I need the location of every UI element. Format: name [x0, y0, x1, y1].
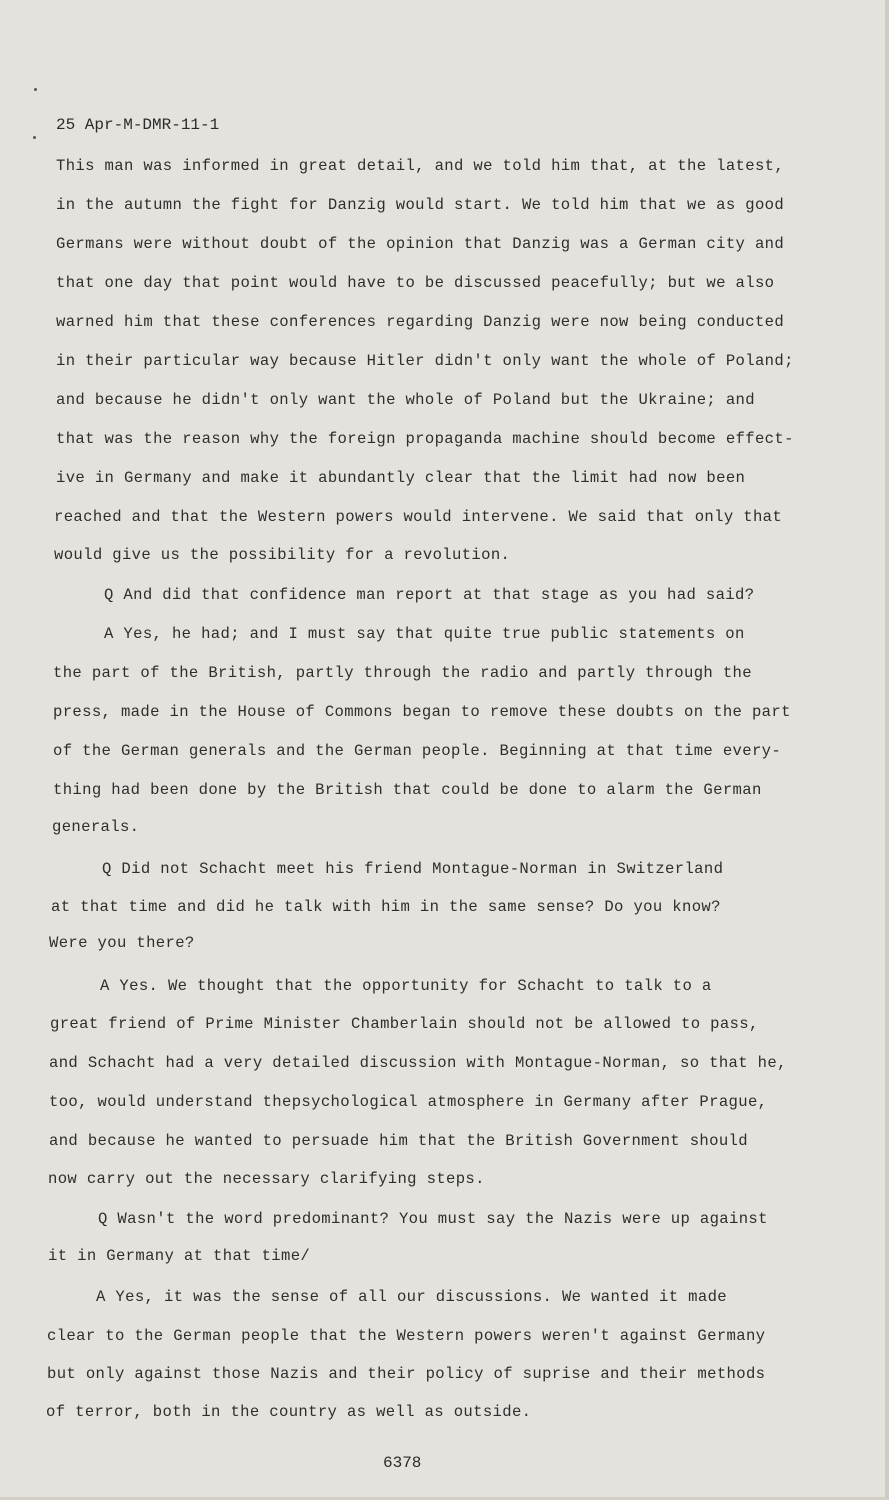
text-line: it in Germany at that time/: [48, 1247, 311, 1265]
text-line: Were you there?: [49, 934, 195, 952]
paper-mark: [34, 88, 37, 91]
question-line: Q And did that confidence man report at that stage as you had said?: [104, 586, 755, 604]
text-line: This man was informed in great detail, and we told him that, at the latest,: [56, 157, 785, 175]
text-line: reached and that the Western powers would intervene. We said that only that: [54, 508, 783, 526]
text-line: now carry out the necessary clarifying steps.: [48, 1170, 485, 1188]
text-line: warned him that these conferences regarding Danzig were now being conducted: [56, 313, 785, 331]
text-line: clear to the German people that the Western powers weren't against Germany: [47, 1327, 766, 1345]
text-line: Germans were without doubt of the opinion that Danzig was a German city and: [56, 235, 785, 253]
text-line: in the autumn the fight for Danzig would start. We told him that we as good: [56, 196, 785, 214]
text-line: generals.: [52, 818, 140, 836]
text-line: that one day that point would have to be discussed peacefully; but we also: [56, 274, 775, 292]
text-line: that was the reason why the foreign propaganda machine should become effect-: [56, 430, 794, 448]
text-line: but only against those Nazis and their policy of suprise and their methods: [47, 1365, 766, 1383]
text-line: the part of the British, partly through the radio and partly through the: [53, 664, 752, 682]
text-line: thing had been done by the British that could be done to alarm the German: [53, 781, 762, 799]
text-line: of the German generals and the German people. Beginning at that time every-: [53, 742, 782, 760]
page-number: 6378: [383, 1454, 422, 1472]
text-line: would give us the possibility for a revolution.: [54, 546, 511, 564]
text-line: and Schacht had a very detailed discussion with Montague-Norman, so that he,: [49, 1054, 787, 1072]
document-id: 25 Apr-M-DMR-11-1: [56, 116, 220, 134]
text-line: and because he wanted to persuade him that the British Government should: [49, 1132, 748, 1150]
answer-line: A Yes, he had; and I must say that quite true public statements on: [104, 625, 745, 643]
question-line: Q Wasn't the word predominant? You must say the Nazis were up against: [98, 1210, 768, 1228]
text-line: of terror, both in the country as well as outside.: [46, 1403, 532, 1421]
text-line: ive in Germany and make it abundantly clear that the limit had now been: [56, 469, 746, 487]
text-line: and because he didn't only want the whole of Poland but the Ukraine; and: [56, 391, 755, 409]
text-line: too, would understand thepsychological atmosphere in Germany after Prague,: [49, 1093, 768, 1111]
answer-line: A Yes, it was the sense of all our discussions. We wanted it made: [96, 1288, 728, 1306]
question-line: Q Did not Schacht meet his friend Montague-Norman in Switzerland: [102, 860, 724, 878]
text-line: press, made in the House of Commons began to remove these doubts on the part: [53, 703, 791, 721]
text-line: in their particular way because Hitler didn't only want the whole of Poland;: [56, 352, 794, 370]
text-line: great friend of Prime Minister Chamberlain should not be allowed to pass,: [50, 1015, 759, 1033]
answer-line: A Yes. We thought that the opportunity for Schacht to talk to a: [100, 977, 712, 995]
paper-mark: [33, 136, 36, 139]
text-line: at that time and did he talk with him in the same sense? Do you know?: [51, 898, 721, 916]
